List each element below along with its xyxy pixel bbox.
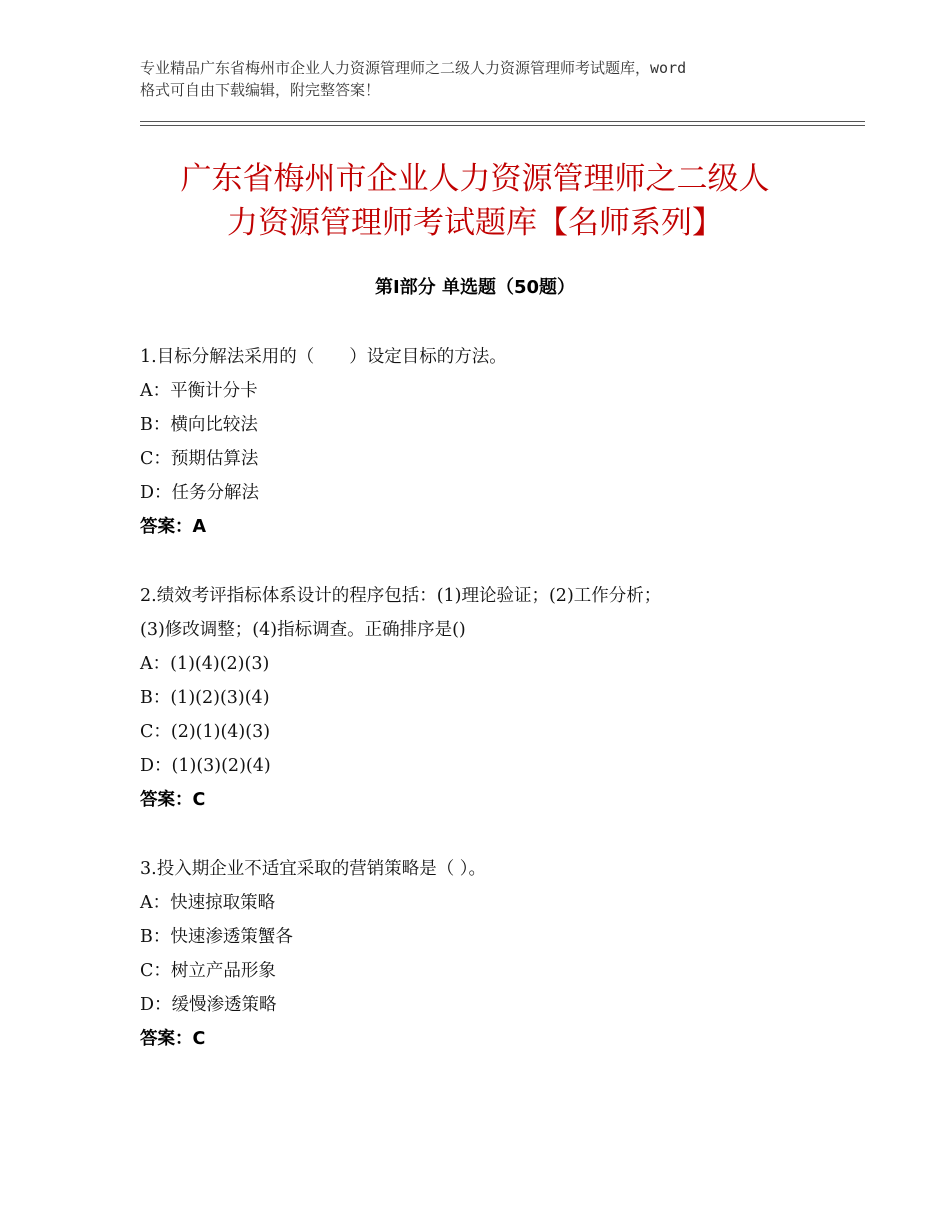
question-3 xyxy=(140,852,820,1056)
option-a: A：快速掠取策略 xyxy=(140,893,276,913)
option-d: D：任务分解法 xyxy=(140,483,260,503)
answer-label: 答案：A xyxy=(140,517,207,537)
option-b: B：快速渗透策蟹各 xyxy=(140,927,293,947)
option-d: D：缓慢渗透策略 xyxy=(140,995,277,1015)
question-1 xyxy=(140,340,820,544)
document-title-line-2: 力资源管理师考试题库【名师系列】 xyxy=(227,205,723,241)
question-2 xyxy=(140,579,820,817)
document-title xyxy=(100,157,850,245)
question-text-line-2: (3)修改调整；(4)指标调查。正确排序是() xyxy=(140,620,466,640)
option-c: C：树立产品形象 xyxy=(140,961,276,981)
question-text: 1.目标分解法采用的（ ）设定目标的方法。 xyxy=(140,347,507,367)
header-note-line-1: 专业精品广东省梅州市企业人力资源管理师之二级人力资源管理师考试题库，word xyxy=(140,59,687,77)
header-note-line-2: 格式可自由下载编辑，附完整答案！ xyxy=(140,81,381,99)
option-b: B：(1)(2)(3)(4) xyxy=(140,688,270,708)
question-text-line-1: 2.绩效考评指标体系设计的程序包括：(1)理论验证；(2)工作分析； xyxy=(140,586,662,606)
header-divider xyxy=(140,121,865,126)
section-title: 第Ⅰ部分 单选题（50题） xyxy=(374,277,575,298)
option-a: A：平衡计分卡 xyxy=(140,381,258,401)
question-text: 3.投入期企业不适宜采取的营销策略是（ ）。 xyxy=(140,859,487,879)
answer-label: 答案：C xyxy=(140,790,206,810)
option-a: A：(1)(4)(2)(3) xyxy=(140,654,270,674)
answer-label: 答案：C xyxy=(140,1029,206,1049)
document-title-line-1: 广东省梅州市企业人力资源管理师之二级人 xyxy=(180,161,770,197)
option-c: C：(2)(1)(4)(3) xyxy=(140,722,271,742)
option-d: D：(1)(3)(2)(4) xyxy=(140,756,271,776)
option-b: B：横向比较法 xyxy=(140,415,258,435)
header-note xyxy=(140,57,830,101)
option-c: C：预期估算法 xyxy=(140,449,259,469)
